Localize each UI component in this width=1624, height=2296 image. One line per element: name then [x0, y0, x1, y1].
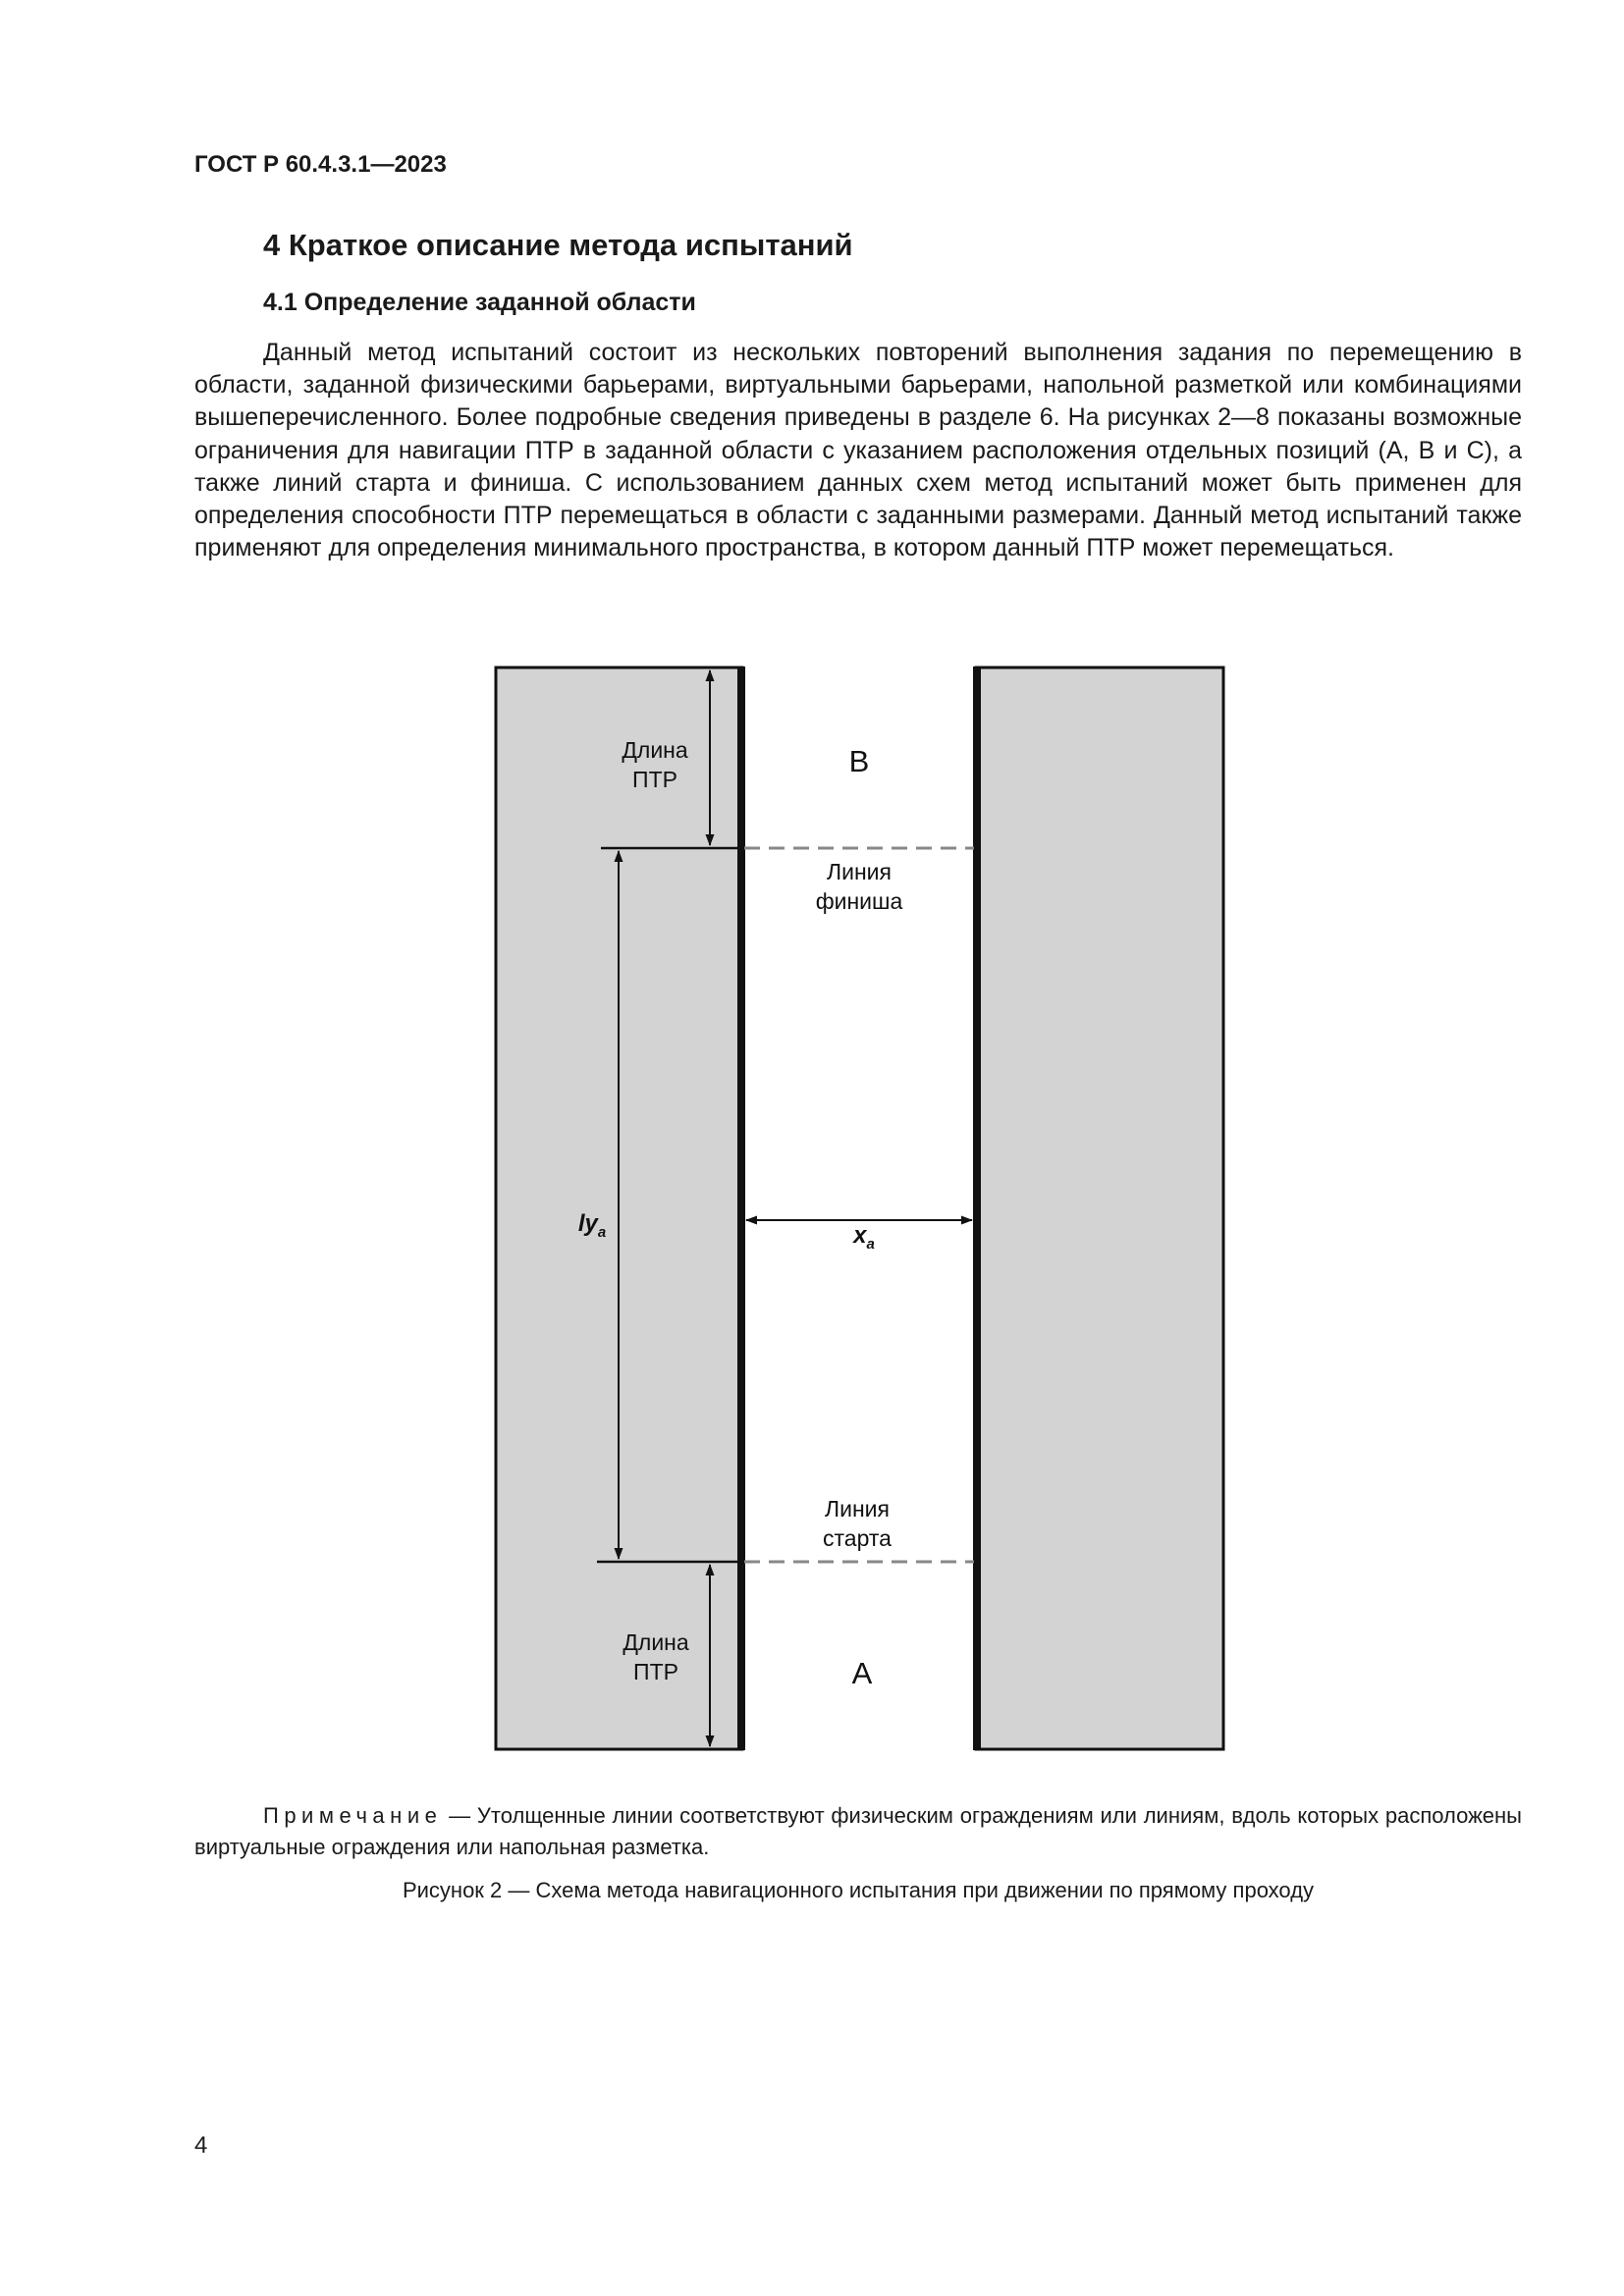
start-label-line1: Линия — [825, 1496, 890, 1522]
bottom-length-label-line2: ПТР — [633, 1659, 678, 1684]
note-text: — Утолщенные линии соответствуют физическим ограждениям или линиям, вдоль которых расположены виртуальные ограждения или напольная разметка. — [194, 1803, 1522, 1859]
page-number: 4 — [194, 2132, 208, 2159]
position-b-label: B — [848, 744, 870, 778]
xa-label-main: x — [853, 1222, 867, 1249]
xa-label-subscript: a — [866, 1236, 875, 1253]
finish-label-line2: финиша — [815, 888, 903, 914]
finish-label-line1: Линия — [827, 859, 892, 884]
subsection-title: 4.1 Определение заданной области — [263, 289, 696, 316]
bottom-length-label-line1: Длина — [623, 1629, 689, 1655]
figure-note — [194, 1800, 1522, 1863]
note-label: Примечание — [263, 1803, 443, 1828]
position-a-label: A — [851, 1656, 873, 1690]
start-label-line2: старта — [823, 1525, 892, 1551]
body-paragraph: Данный метод испытаний состоит из нескольких повторений выполнения задания по перемещению в области, заданной физическими барьерами, виртуальными барьерами, напольной разметкой или комбинациями вышеперечисленного. Более подробные сведения приведены в разделе 6. На рисунках 2—8 показаны возможные ограничения для навигации ПТР в заданной области с указанием расположения отдельных позиций (А, В и С), а также линий старта и финиша. С использованием данных схем метод испытаний может быть применен для определения способности ПТР перемещаться в области с заданными размерами. Данный метод испытаний также применяют для определения минимального пространства, в котором данный ПТР может перемещаться. — [194, 339, 1522, 562]
ly-label-subscript: a — [597, 1224, 607, 1241]
right-barrier — [976, 667, 1223, 1749]
top-length-label-line2: ПТР — [632, 767, 677, 792]
ly-label-main: ly — [577, 1210, 598, 1237]
section-title: 4 Краткое описание метода испытаний — [263, 228, 853, 262]
top-length-label-line1: Длина — [622, 737, 688, 763]
xa-label — [851, 1222, 875, 1253]
figure-caption: Рисунок 2 — Схема метода навигационного испытания при движении по прямому проходу — [402, 1878, 1315, 1902]
standard-code: ГОСТ Р 60.4.3.1—2023 — [194, 151, 447, 178]
